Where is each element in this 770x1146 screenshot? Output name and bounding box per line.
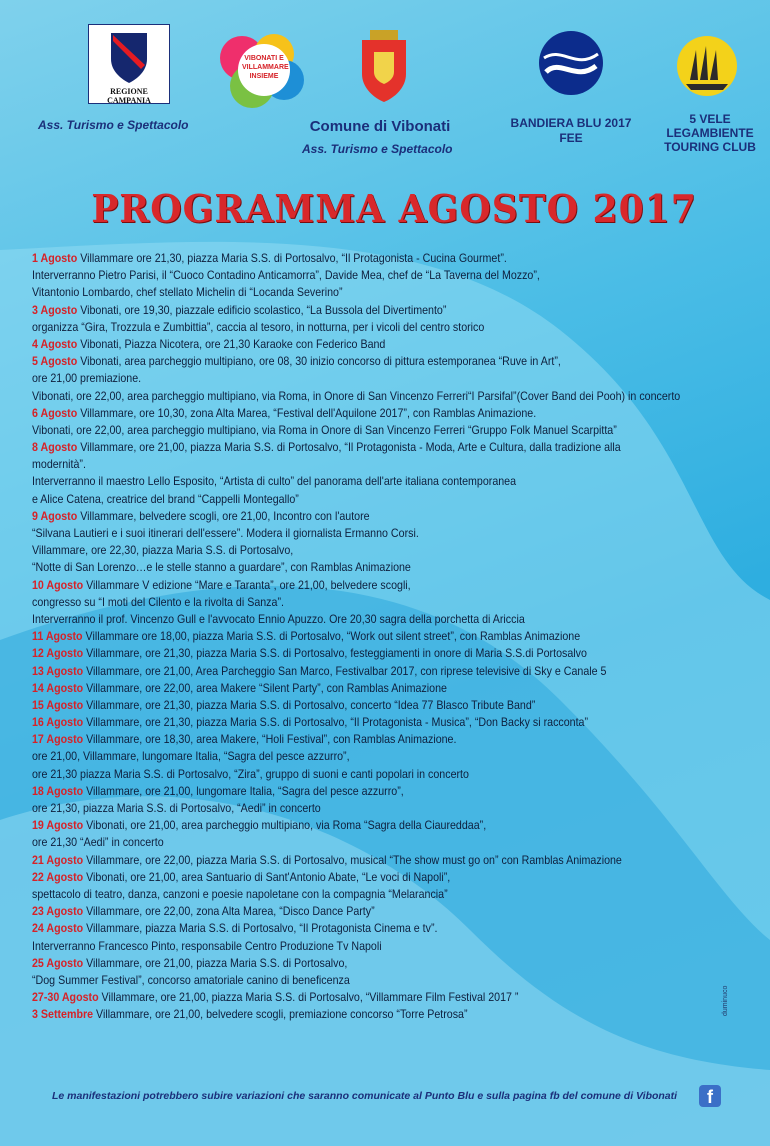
event-text: Interverranno Pietro Parisi, il “Cuoco Contadino Anticamorra”, Davide Mea, chef de “La Taverna del Mozzo”,	[32, 269, 540, 283]
event-date: 17 Agosto	[32, 733, 84, 747]
event-date: 25 Agosto	[32, 956, 84, 970]
event-text: Villammare, ore 10,30, zona Alta Marea, “Festival dell'Aquilone 2017”, con Ramblas Animazione.	[77, 406, 537, 420]
event-text: Vibonati, area parcheggio multipiano, ore 08, 30 inizio concorso di pittura estemporanea “Ruve in Art”,	[77, 355, 561, 369]
event-text: Vibonati, ore 19,30, piazzale edificio scolastico, “La Bussola del Divertimento”	[77, 303, 447, 317]
program-row	[32, 834, 751, 851]
event-text: “Notte di San Lorenzo…e le stelle stanno a guardare”, con Ramblas Animazione	[32, 561, 411, 575]
program-row	[32, 989, 751, 1006]
event-date: 27-30 Agosto	[32, 991, 99, 1005]
event-date: 16 Agosto	[32, 716, 84, 730]
event-text: Vibonati, ore 21,00, area parcheggio multipiano, via Roma “Sagra della Ciaureddaa”,	[83, 819, 487, 833]
event-text: Vibonati, ore 22,00, area parcheggio multipiano, via Roma in Onore di San Vincenzo Ferreri “Gruppo Folk Manuel Scarpitta”	[32, 423, 617, 437]
vibonati-villammare-logo	[212, 28, 310, 112]
event-text: Villammare, piazza Maria S.S. di Portosalvo, “Il Protagonista Cinema e tv”.	[83, 922, 438, 936]
event-text: spettacolo di teatro, danza, canzoni e poesie napoletane con la compagnia “Melarancia”	[32, 887, 448, 901]
ass-turismo-center: Ass. Turismo e Spettacolo	[302, 142, 453, 156]
regione-campania-logo	[88, 24, 170, 104]
program-row	[32, 473, 751, 490]
event-text: “Dog Summer Festival”, concorso amatoriale canino di beneficenza	[32, 973, 350, 987]
program-row	[32, 542, 751, 559]
program-row	[32, 611, 751, 628]
program-row	[32, 972, 751, 989]
ass-turismo-left: Ass. Turismo e Spettacolo	[38, 118, 189, 132]
program-row	[32, 508, 751, 525]
program-row	[32, 800, 751, 817]
program-row	[32, 319, 751, 336]
program-row	[32, 766, 751, 783]
event-date: 6 Agosto	[32, 406, 78, 420]
event-text: Villammare, ore 21,30, piazza Maria S.S. di Portosalvo, festeggiamenti in onore di Maria S.S.di Portosalvo	[83, 647, 587, 661]
event-text: Villammare, belvedere scogli, ore 21,00, Incontro con l'autore	[77, 509, 370, 523]
program-row	[32, 783, 751, 800]
event-text: Villammare, ore 22,00, area Makere “Silent Party”, con Ramblas Animazione	[83, 681, 447, 695]
event-date: 24 Agosto	[32, 922, 84, 936]
event-text: congresso su “I moti del Cilento e la rivolta di Sanza”.	[32, 595, 284, 609]
event-date: 14 Agosto	[32, 681, 84, 695]
event-text: ore 21,30 piazza Maria S.S. di Portosalvo, “Zira”, gruppo di suoni e canti popolari in concerto	[32, 767, 469, 781]
program-row	[32, 422, 751, 439]
event-date: 9 Agosto	[32, 509, 78, 523]
program-row	[32, 714, 751, 731]
event-text: Villammare, ore 21,00, piazza Maria S.S. di Portosalvo, “Il Protagonista - Moda, Arte e Cultura, dalla tradizione alla	[77, 441, 621, 455]
event-text: Villammare, ore 21,00, belvedere scogli, premiazione concorso “Torre Petrosa”	[93, 1008, 468, 1022]
bandiera-blu-line2: FEE	[559, 131, 583, 145]
event-text: Villammare, ore 22,00, zona Alta Marea, “Disco Dance Party”	[83, 905, 375, 919]
program-row	[32, 903, 751, 920]
event-text: Villammare, ore 21,30, piazza Maria S.S. di Portosalvo, concerto “Idea 77 Blasco Tribute Band”	[83, 698, 536, 712]
event-text: Villammare, ore 21,00, Area Parcheggio San Marco, Festivalbar 2017, con riprese televisive di Sky e Canale 5	[83, 664, 607, 678]
event-date: 13 Agosto	[32, 664, 84, 678]
event-date: 23 Agosto	[32, 905, 84, 919]
program-row	[32, 405, 751, 422]
program-row	[32, 284, 751, 301]
event-text: Villammare, ore 22,30, piazza Maria S.S. di Portosalvo,	[32, 544, 294, 558]
program-row	[32, 456, 751, 473]
event-text: Villammare, ore 21,00, lungomare Italia, “Sagra del pesce azzurro”,	[83, 784, 404, 798]
program-row	[32, 491, 751, 508]
event-date: 19 Agosto	[32, 819, 84, 833]
event-text: Villammare, ore 21,00, piazza Maria S.S. di Portosalvo,	[83, 956, 348, 970]
event-text: Interverranno Francesco Pinto, responsabile Centro Produzione Tv Napoli	[32, 939, 382, 953]
program-row	[32, 559, 751, 576]
event-text: Interverranno il maestro Lello Esposito, “Artista di culto” del panorama dell'arte italiana contemporanea	[32, 475, 517, 489]
event-text: Villammare, ore 21,00, piazza Maria S.S. di Portosalvo, “Villammare Film Festival 2017 ”	[98, 991, 519, 1005]
event-text: ore 21,30, piazza Maria S.S. di Portosalvo, “Aedi” in concerto	[32, 802, 321, 815]
page-title: PROGRAMMA AGOSTO 2017	[91, 186, 697, 231]
event-text: Interverranno il prof. Vincenzo Gull e l'avvocato Ennio Apuzzo. Ore 20,30 sagra della porchetta di Ariccia	[32, 612, 525, 626]
program-row	[32, 594, 751, 611]
event-date: 12 Agosto	[32, 647, 84, 661]
event-text: Villammare ore 21,30, piazza Maria S.S. di Portosalvo, “Il Protagonista - Cucina Gourmet”.	[77, 252, 507, 265]
program-row	[32, 370, 751, 387]
vele-line2: LEGAMBIENTE	[666, 126, 754, 140]
vibonati-logo-text: VIBONATI E VILLAMMARE INSIEME	[242, 55, 289, 80]
event-date: 5 Agosto	[32, 355, 78, 369]
program-row	[32, 852, 751, 869]
bandiera-blu-line1: BANDIERA BLU 2017	[510, 116, 632, 130]
program-row	[32, 663, 751, 680]
bandiera-blu-logo	[536, 28, 606, 98]
campania-shield-icon	[89, 25, 169, 87]
crest-icon	[356, 30, 412, 102]
event-text: Villammare, ore 22,00, piazza Maria S.S. di Portosalvo, musical “The show must go on” con Ramblas Animazione	[83, 853, 622, 867]
event-text: “Silvana Lautieri e i suoi itinerari dell'essere”. Modera il giornalista Ermanno Corsi.	[32, 527, 419, 540]
program-row	[32, 525, 751, 542]
facebook-icon[interactable]: f	[699, 1085, 721, 1107]
program-row	[32, 267, 751, 284]
program-row	[32, 1006, 751, 1023]
program-row	[32, 955, 751, 972]
event-date: 15 Agosto	[32, 698, 84, 712]
program-row	[32, 302, 751, 319]
program-row	[32, 817, 751, 834]
sailboat-icon	[676, 30, 738, 102]
photo-credit: duminuco	[722, 985, 729, 1016]
program-row	[32, 680, 751, 697]
event-text: Vibonati, Piazza Nicotera, ore 21,30 Karaoke con Federico Band	[77, 337, 386, 351]
event-text: Villammare V edizione “Mare e Taranta”, ore 21,00, belvedere scogli,	[83, 578, 411, 592]
footer-note: Le manifestazioni potrebbero subire variazioni che saranno comunicate al Punto Blu e sulla pagina fb del comune di Vibonati	[52, 1090, 678, 1102]
regione-campania-label: REGIONE CAMPANIA	[107, 87, 151, 105]
comune-crest	[356, 30, 412, 102]
event-text: Vibonati, ore 21,00, area Santuario di Sant'Antonio Abate, “Le voci di Napoli”,	[83, 870, 451, 884]
program-row	[32, 336, 751, 353]
blue-flag-icon	[536, 28, 606, 98]
event-text: Villammare, ore 21,30, piazza Maria S.S. di Portosalvo, “Il Protagonista - Musica”, “Don Backy si racconta”	[83, 716, 589, 730]
event-date: 1 Agosto	[32, 252, 78, 265]
event-text: modernità”.	[32, 458, 86, 472]
event-date: 11 Agosto	[32, 630, 83, 644]
program-row	[32, 697, 751, 714]
program-row	[32, 938, 751, 955]
event-date: 22 Agosto	[32, 870, 84, 884]
event-text: e Alice Catena, creatrice del brand “Cappelli Montegallo”	[32, 492, 299, 506]
program-list	[32, 250, 752, 1023]
program-row	[32, 920, 751, 937]
event-date: 18 Agosto	[32, 784, 84, 798]
comune-title: Comune di Vibonati	[309, 118, 451, 135]
event-text: Villammare ore 18,00, piazza Maria S.S. di Portosalvo, “Work out silent street”, con Ramblas Animazione	[82, 630, 581, 644]
event-date: 3 Settembre	[32, 1008, 94, 1022]
program-row	[32, 886, 751, 903]
event-text: Villammare, ore 18,30, area Makere, “Holi Festival”, con Ramblas Animazione.	[83, 733, 457, 747]
event-date: 3 Agosto	[32, 303, 78, 317]
program-row	[32, 353, 751, 370]
event-date: 8 Agosto	[32, 441, 78, 455]
event-date: 10 Agosto	[32, 578, 84, 592]
vele-line1: 5 VELE	[689, 112, 731, 126]
program-row	[32, 439, 751, 456]
vele-line3: TOURING CLUB	[664, 140, 756, 154]
event-text: Vibonati, ore 22,00, area parcheggio multipiano, via Roma, in Onore di San Vincenzo Ferreri“I Parsifal”(Cover Band dei Pooh) in concerto	[32, 389, 681, 403]
program-row	[32, 869, 751, 886]
program-row	[32, 748, 751, 765]
program-row	[32, 628, 751, 645]
event-text: ore 21,00, Villammare, lungomare Italia, “Sagra del pesce azzurro”,	[32, 750, 350, 764]
program-row	[32, 388, 751, 405]
program-row	[32, 250, 751, 267]
program-row	[32, 731, 751, 748]
event-date: 21 Agosto	[32, 853, 84, 867]
program-row	[32, 645, 751, 662]
event-text: organizza “Gira, Trozzula e Zumbittia”, caccia al tesoro, in notturna, per i vicoli del centro storico	[32, 320, 485, 334]
program-row	[32, 577, 751, 594]
event-text: Vitantonio Lombardo, chef stellato Michelin di “Locanda Severino”	[32, 286, 343, 300]
event-text: ore 21,00 premiazione.	[32, 372, 142, 386]
event-text: ore 21,30 “Aedi” in concerto	[32, 836, 164, 850]
event-date: 4 Agosto	[32, 337, 78, 351]
cinque-vele-logo	[676, 30, 738, 102]
